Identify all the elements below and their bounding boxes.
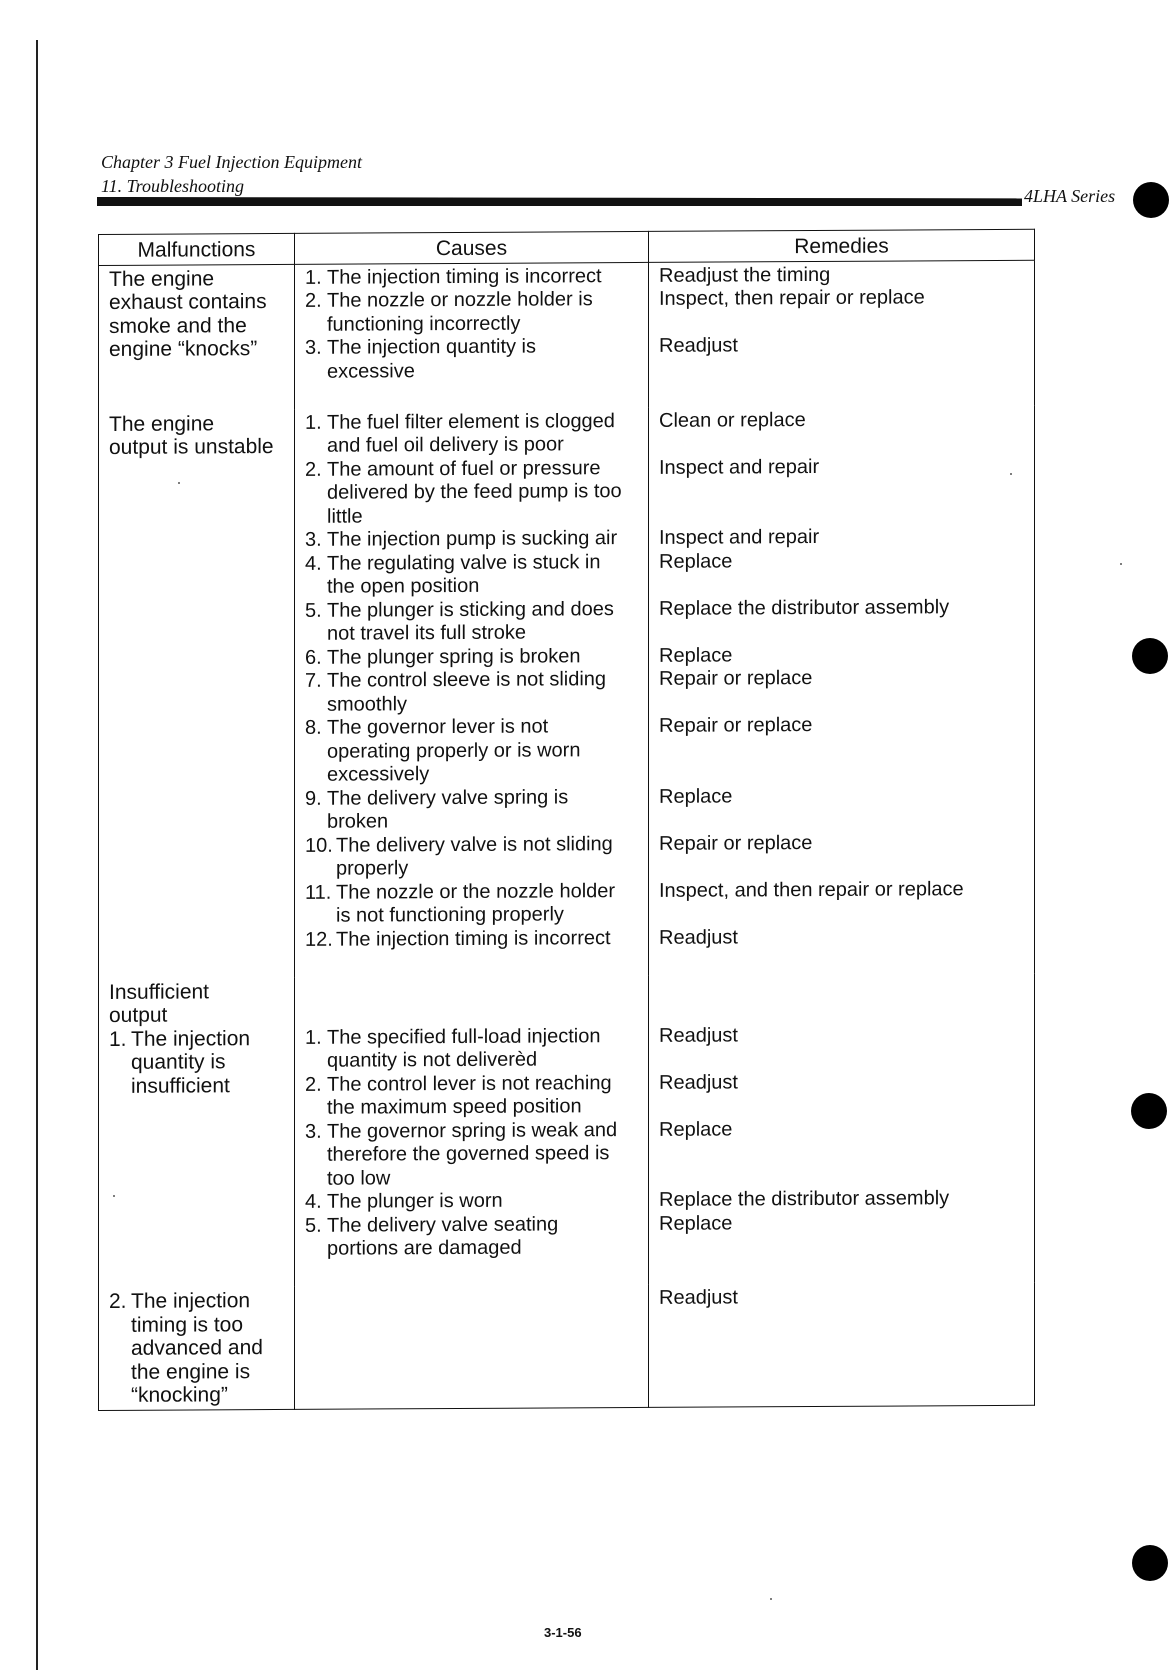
chapter-title: Chapter 3 Fuel Injection Equipment xyxy=(101,152,362,172)
header-malfunctions: Malfunctions xyxy=(99,233,295,265)
table-row xyxy=(99,1283,1035,1410)
section-title: 11. Troubleshooting xyxy=(101,176,245,196)
punch-hole-3 xyxy=(1131,1093,1167,1129)
malfunction-cell: The engine output is unstable xyxy=(99,409,295,978)
malfunction-cell: 2. The injection timing is too advanced and the engine is “knocking” xyxy=(99,1287,295,1410)
list-item: 1. The injection timing is incorrect xyxy=(305,264,602,289)
list-item: 3. The injection quantity is xyxy=(305,335,537,359)
causes-cell: 1. The specified full-load injection quantity is not deliverèd 2. The control lever is not reaching the maximum speed position 3. The governor spring is weak and therefore the governed speed is too low 4. The plunger is worn 5. The delivery valve seating portions are damaged xyxy=(295,975,649,1286)
malfunction-cell: Insufficient output 1. The injection quantity is insufficient xyxy=(99,977,295,1288)
punch-hole-4 xyxy=(1132,1545,1168,1581)
scan-speck xyxy=(1120,563,1122,565)
remedies-cell: Readjust Readjust Replace Replace the distributor assembly Replace xyxy=(649,973,1035,1285)
header-causes: Causes xyxy=(295,231,649,263)
causes-cell: 1. The injection timing is incorrect 2. The nozzle or nozzle holder is functioning incorrectly 3. The injection quantity is excessive xyxy=(295,262,649,409)
table-row xyxy=(99,973,1035,1288)
series-label: 4LHA Series xyxy=(1024,186,1116,206)
chapter-heading xyxy=(101,150,362,198)
punch-hole-2 xyxy=(1132,638,1168,674)
binding-line xyxy=(36,40,38,1670)
remedies-cell: Readjust the timing Inspect, then repair or replace Readjust xyxy=(649,260,1035,408)
causes-cell: 1. The fuel filter element is clogged and fuel oil delivery is poor 2. The amount of fuel or pressure delivered by the feed pump is too little 3. The injection pump is sucking air 4. The regulating valve is stuck in the open position 5. The plunger is sticking and does not travel its full stroke 6. The plunger spring is broken 7. The control sleeve is not sliding smoothly 8. The governor lever is not operating properly or is worn excessively 9. The delivery valve spring is broken 10. The delivery valve is not sliding properly 11. The nozzle or the nozzle holder is not functioning properly 12. The injection timing is incorrect xyxy=(295,407,649,977)
header-remedies: Remedies xyxy=(649,229,1035,262)
remedies-cell: Clean or replace Inspect and repair Inspect and repair Replace Replace the distributor assembly Replace Repair or replace Repair or replace Replace Repair or replace Inspect, and then repair or replace Readjust xyxy=(649,405,1035,975)
page-number: 3-1-56 xyxy=(544,1625,582,1640)
header-rule xyxy=(97,197,1022,206)
causes-cell xyxy=(295,1285,649,1409)
punch-hole-1 xyxy=(1133,182,1169,218)
table-row xyxy=(99,260,1035,411)
list-item: 2. The nozzle or nozzle holder is xyxy=(305,288,593,312)
remedies-cell: Readjust xyxy=(649,1283,1035,1407)
troubleshooting-table xyxy=(98,229,1035,1411)
malfunction-cell: The engine exhaust contains smoke and the engine “knocks” xyxy=(99,264,295,411)
table-row xyxy=(99,405,1035,978)
scan-speck xyxy=(770,1598,772,1600)
